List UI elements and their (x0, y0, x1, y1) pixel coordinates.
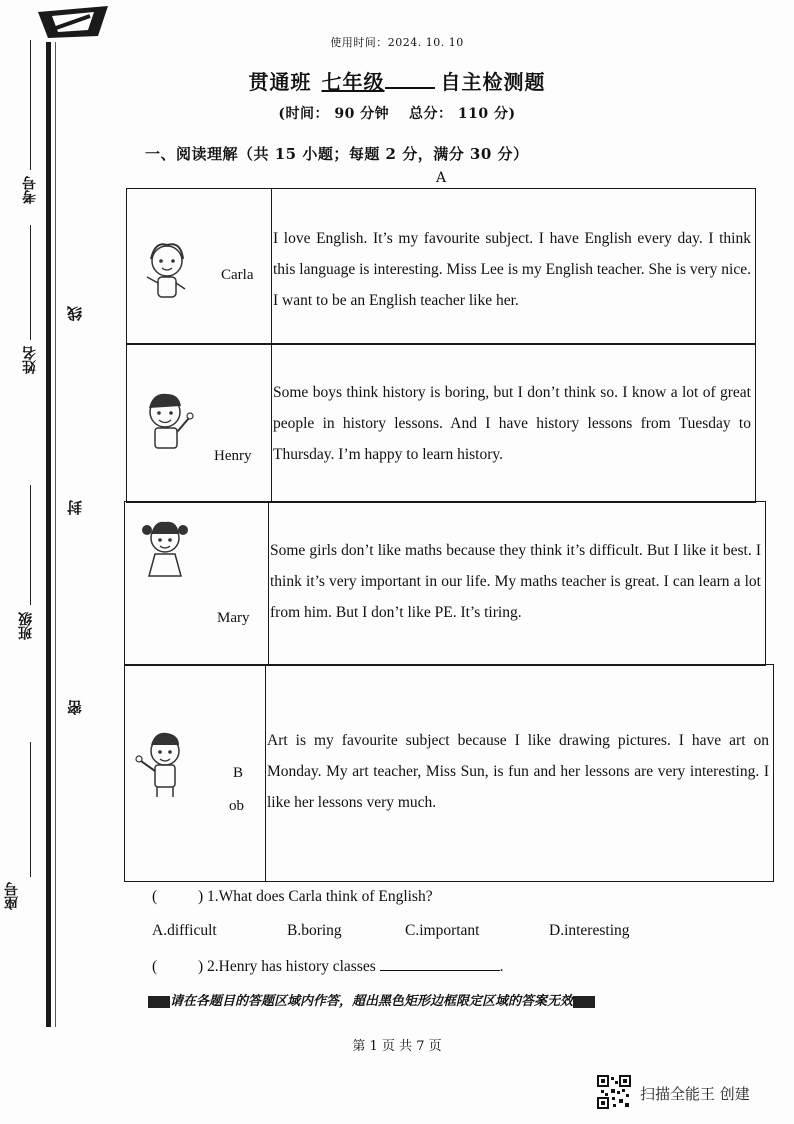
student-card-mary (124, 501, 766, 666)
page-number: 第 1 页 共 7 页 (352, 1039, 442, 1054)
qr-code-icon (597, 1075, 631, 1109)
student-card-bob (124, 664, 774, 882)
question-2 (152, 956, 504, 976)
student-name-henry: Henry (214, 448, 252, 464)
seat-number-line (30, 742, 31, 877)
girl-pigtails-avatar-icon (135, 514, 195, 584)
student-text-carla: I love English. It’s my favourite subject. I have English every day. I think this language is interesting. Miss Lee is my English teacher. She is very nice. I want to be an English teacher like her. (273, 230, 751, 309)
binding-margin-rule (46, 42, 51, 1027)
card-divider (271, 344, 272, 502)
notice-block-right (573, 996, 595, 1008)
title-suffix: 自主检测题 (440, 70, 546, 94)
seal-secret-mark: 密 (66, 700, 84, 715)
student-text-mary: Some girls don’t like maths because they think it’s difficult. But I like it best. I think it’s very important in our life. My maths teacher is great. I can learn a lot from him. But I don’t like PE. It’s tiring. (270, 542, 761, 621)
notice-text: 请在各题目的答题区域内作答，超出黑色矩形边框限定区域的答案无效 (170, 994, 574, 1009)
q1-text: ) 1.What does Carla think of English? (198, 888, 433, 905)
q1-option-a[interactable]: A.difficult (152, 922, 217, 939)
scanner-watermark: 扫描全能王 创建 (640, 1085, 750, 1103)
title-blank (385, 69, 435, 89)
title-grade: 七年级 (321, 70, 385, 94)
usage-date: 使用时间：2024. 10. 10 (330, 36, 464, 49)
student-name-bob-line1: B (233, 765, 244, 781)
boy-avatar-icon (137, 388, 197, 458)
girl-avatar-icon (137, 237, 197, 307)
name-line (30, 225, 31, 340)
student-text-henry: Some boys think history is boring, but I don’t think so. I know a lot of great people in history lessons. And I have history lessons from Tuesday to Thursday. I’m happy to learn history. (273, 384, 751, 463)
student-card-carla (126, 188, 756, 345)
q1-option-c[interactable]: C.important (405, 922, 480, 939)
boy-waving-avatar-icon (133, 729, 193, 799)
page-title (0, 66, 794, 95)
student-text-bob: Art is my favourite subject because I like drawing pictures. I have art on Monday. My art teacher, Miss Sun, is fun and her lessons are very interesting. I like her lessons very much. (267, 732, 769, 811)
exam-info: (时间： 90 分钟 总分： 110 分) (278, 106, 516, 122)
q2-answer-paren[interactable]: ( (152, 958, 158, 975)
title-class: 贯通班 (248, 70, 312, 94)
class-label: 班级 (18, 612, 34, 640)
question-1 (152, 888, 433, 906)
card-divider (265, 665, 266, 881)
q1-answer-paren[interactable]: ( (152, 888, 158, 905)
student-name-carla: Carla (221, 267, 254, 283)
q1-option-b[interactable]: B.boring (287, 922, 342, 939)
q2-text: ) 2.Henry has history classes (198, 958, 376, 975)
q1-option-d[interactable]: D.interesting (549, 922, 630, 939)
answer-area-notice (148, 990, 595, 1009)
notice-block-left (148, 996, 170, 1008)
student-card-henry (126, 343, 756, 503)
seal-line-mark: 线 (66, 306, 84, 321)
binding-margin-rule-thin (55, 42, 56, 1027)
card-divider (268, 502, 269, 665)
passage-label: A (436, 170, 447, 186)
seat-number-label: 座号 (4, 882, 20, 910)
card-divider (271, 189, 272, 344)
name-label: 姓名 (22, 346, 38, 374)
q2-end: . (499, 958, 504, 975)
class-line (30, 485, 31, 605)
exam-number-label: 考号 (22, 176, 38, 204)
seal-seal-mark: 封 (66, 500, 84, 515)
section-title: 一、阅读理解（共 15 小题；每题 2 分，满分 30 分） (145, 145, 529, 163)
student-name-mary: Mary (217, 610, 250, 626)
q2-answer-blank[interactable] (380, 956, 500, 971)
student-name-bob-line2: ob (229, 798, 244, 814)
